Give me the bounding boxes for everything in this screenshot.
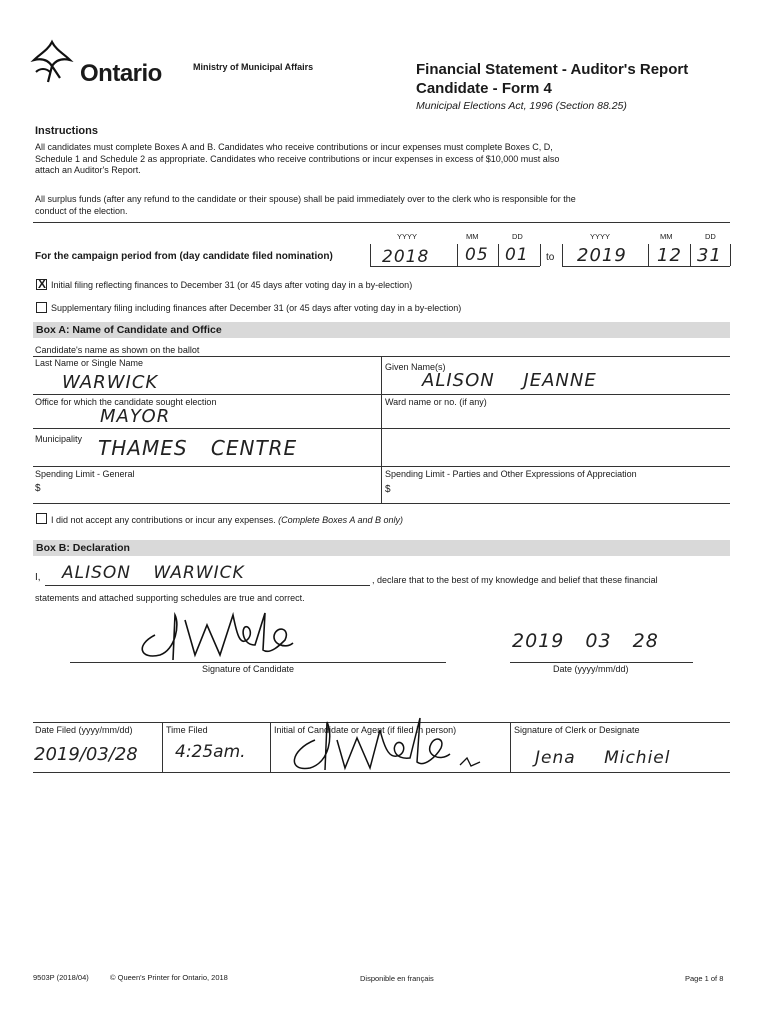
brand-name: Ontario xyxy=(80,60,162,87)
box-edge xyxy=(562,244,563,266)
given-name-value[interactable]: ALISON JEANNE xyxy=(422,370,597,391)
clerk-sig-label: Signature of Clerk or Designate xyxy=(514,725,640,735)
box-edge xyxy=(690,244,691,266)
spending-parties-label: Spending Limit - Parties and Other Expressions of Appreciation xyxy=(385,469,637,479)
divider xyxy=(33,394,730,395)
ward-label: Ward name or no. (if any) xyxy=(385,397,487,407)
col-dd-to: DD xyxy=(705,232,716,241)
last-name-value[interactable]: WARWICK xyxy=(62,372,159,393)
initial-filing-label: Initial filing reflecting finances to December 31 (or 45 days after voting day in a by-election) xyxy=(51,280,413,290)
col-yyyy-to: YYYY xyxy=(590,232,611,241)
copyright: © Queen's Printer for Ontario, 2018 xyxy=(110,973,228,982)
col-mm: MM xyxy=(466,232,479,241)
time-filed-value[interactable]: 4:25am. xyxy=(175,742,246,762)
spending-parties-dollar[interactable]: $ xyxy=(385,484,391,495)
i-label: I, xyxy=(35,572,41,583)
col-mm-to: MM xyxy=(660,232,673,241)
from-year: 2018 xyxy=(382,247,430,267)
box-edge xyxy=(498,244,499,266)
col-yyyy: YYYY xyxy=(397,232,418,241)
form-title-line2: Candidate - Form 4 xyxy=(416,80,552,97)
declaration-date[interactable]: 2019 03 28 xyxy=(512,630,659,652)
ontario-logo xyxy=(30,38,175,88)
date-filed-value[interactable]: 2019/03/28 xyxy=(34,744,138,765)
spending-general-label: Spending Limit - General xyxy=(35,469,135,479)
box-edge xyxy=(540,244,541,266)
municipality-label: Municipality xyxy=(35,434,83,444)
candidate-signature[interactable] xyxy=(125,605,305,665)
no-contributions-label: I did not accept any contributions or incur any expenses. (Complete Boxes A and B only) xyxy=(51,515,404,525)
no-contributions-checkbox[interactable] xyxy=(36,513,47,524)
date-line xyxy=(510,662,693,663)
column-divider xyxy=(162,722,163,772)
supplementary-filing-label: Supplementary filing including finances after December 31 (or 45 days after voting day in a by-election) xyxy=(51,303,462,313)
time-filed-label: Time Filed xyxy=(166,725,208,735)
spending-general-dollar[interactable]: $ xyxy=(35,483,41,494)
from-day: 01 xyxy=(505,245,529,265)
declarant-line xyxy=(45,585,370,586)
ministry-name: Ministry of Municipal Affairs xyxy=(193,62,314,72)
divider xyxy=(33,503,730,504)
supplementary-filing-checkbox[interactable] xyxy=(36,302,47,313)
check-mark: X xyxy=(38,277,47,291)
divider xyxy=(33,222,730,223)
page-number: Page 1 of 8 xyxy=(685,974,724,983)
initial-agent-label: Initial of Candidate or Agent (if filed in person) xyxy=(274,725,457,735)
column-divider xyxy=(381,356,382,504)
office-label: Office for which the candidate sought election xyxy=(35,397,217,407)
initial-filing-checkbox[interactable] xyxy=(36,279,47,290)
form-number: 9503P (2018/04) xyxy=(33,973,89,982)
divider xyxy=(33,772,730,773)
office-value[interactable]: MAYOR xyxy=(100,406,171,427)
divider xyxy=(33,428,730,429)
clerk-signature[interactable]: Jena Michiel xyxy=(535,748,671,768)
to-month: 12 xyxy=(657,245,682,266)
declarant-name[interactable]: ALISON WARWICK xyxy=(62,563,245,583)
trillium-icon xyxy=(30,38,80,86)
to-year: 2019 xyxy=(577,245,627,266)
box-edge xyxy=(457,244,458,266)
box-b-header: Box B: Declaration xyxy=(33,540,730,556)
ballot-note: Candidate's name as shown on the ballot xyxy=(35,345,200,355)
form-title-line1: Financial Statement - Auditor's Report xyxy=(416,61,689,78)
col-dd: DD xyxy=(512,232,523,241)
french-availability: Disponible en français xyxy=(360,974,434,983)
municipality-value[interactable]: THAMES CENTRE xyxy=(98,436,298,460)
from-month: 05 xyxy=(465,245,489,265)
column-divider xyxy=(270,722,271,772)
box-a-header: Box A: Name of Candidate and Office xyxy=(33,322,730,338)
last-name-label: Last Name or Single Name xyxy=(35,358,144,368)
date-filed-label: Date Filed (yyyy/mm/dd) xyxy=(35,725,133,735)
declare-text-2: statements and attached supporting schedules are true and correct. xyxy=(35,593,305,603)
initial-signature[interactable] xyxy=(275,710,495,775)
instructions-para2: All surplus funds (after any refund to the candidate or their spouse) shall be paid immediately over to the clerk who is responsible for the conduct of the election. xyxy=(35,194,576,216)
date-label: Date (yyyy/mm/dd) xyxy=(553,664,629,674)
box-edge xyxy=(648,244,649,266)
signature-line xyxy=(70,662,446,663)
signature-label: Signature of Candidate xyxy=(202,664,295,674)
column-divider xyxy=(510,722,511,772)
form-title xyxy=(416,61,688,112)
instructions-para1: All candidates must complete Boxes A and B. Candidates who receive contributions or incur expenses must complete Boxes C, D, Schedule 1 and Schedule 2 as appropriate. Candidates who receive contributions or incur expenses in excess of $10,000 must also attach an Auditor's Report. xyxy=(35,142,560,175)
to-label: to xyxy=(546,252,555,263)
act-reference: Municipal Elections Act, 1996 (Section 88.25) xyxy=(416,100,627,112)
declare-text: , declare that to the best of my knowledge and belief that these financial xyxy=(372,575,658,585)
given-name-label: Given Name(s) xyxy=(385,362,446,372)
period-label: For the campaign period from (day candidate filed nomination) xyxy=(35,251,333,262)
to-day: 31 xyxy=(697,245,722,266)
instructions-heading: Instructions xyxy=(35,125,98,137)
divider xyxy=(33,466,730,467)
box-edge xyxy=(730,244,731,266)
